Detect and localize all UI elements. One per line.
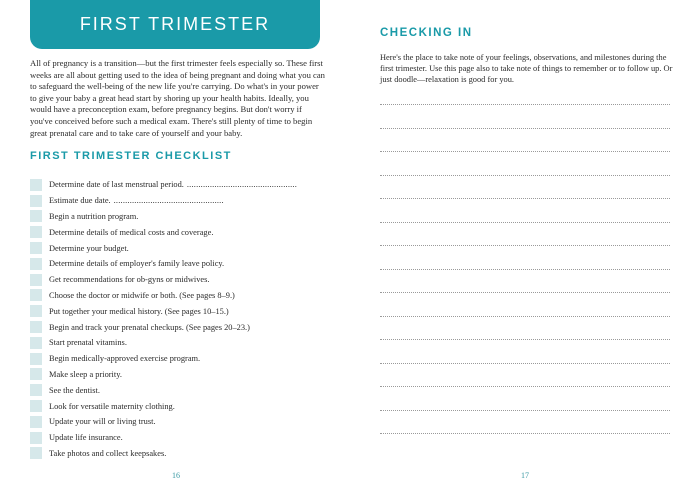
checklist-item [30, 177, 330, 193]
checklist-item-label: Make sleep a priority. [49, 369, 122, 379]
checklist-item [30, 319, 330, 335]
checklist [30, 177, 330, 461]
checklist-item [30, 382, 330, 398]
checking-in-heading: CHECKING IN [380, 27, 473, 39]
checklist-item [30, 288, 330, 304]
note-line[interactable] [380, 433, 670, 434]
checkbox[interactable] [30, 258, 42, 270]
note-line[interactable] [380, 316, 670, 317]
intro-paragraph: All of pregnancy is a transition—but the first trimester feels especially so. These first weeks are all about getting used to the idea of being pregnant and doing what you can to safeguard the well-being of the new life you're carrying. Do what's in your power to give your baby a great head start by shoring up your health habits. Ideally, you would have a preconception exam, before pregnancy begins. But don't worry if you've conceived before such a medical exam. There's still plenty of time to begin great prenatal care and to take care of yourself and your baby. [30, 58, 325, 138]
checkbox[interactable] [30, 400, 42, 412]
checklist-item [30, 398, 330, 414]
note-line[interactable] [380, 410, 670, 411]
checklist-heading: FIRST TRIMESTER CHECKLIST [30, 150, 232, 162]
checkbox[interactable] [30, 274, 42, 286]
checkbox[interactable] [30, 321, 42, 333]
note-line[interactable] [380, 222, 670, 223]
checklist-item [30, 414, 330, 430]
checklist-item [30, 351, 330, 367]
note-line[interactable] [380, 151, 670, 152]
checklist-item-label: Begin medically-approved exercise program. [49, 354, 201, 364]
checklist-item-label: Begin a nutrition program. [49, 211, 139, 221]
checklist-item [30, 256, 330, 272]
page-number-left: 16 [172, 471, 180, 480]
checkbox[interactable] [30, 210, 42, 222]
notes-area[interactable] [380, 104, 670, 457]
checklist-item-label: Choose the doctor or midwife or both. (See pages 8–9.) [49, 290, 235, 300]
checkbox[interactable] [30, 242, 42, 254]
checklist-item [30, 272, 330, 288]
page-title: FIRST TRIMESTER [79, 14, 271, 34]
checklist-item-label: Take photos and collect keepsakes. [49, 448, 167, 458]
checklist-item-label: Put together your medical history. (See pages 10–15.) [49, 306, 229, 316]
checklist-item [30, 303, 330, 319]
checklist-item [30, 446, 330, 462]
checklist-item [30, 335, 330, 351]
checking-in-intro: Here's the place to take note of your feelings, observations, and milestones during the first trimester. Use this page also to take note of things to remember or to follow up. Or just doodle—relaxation is good for you. [380, 53, 673, 85]
note-line[interactable] [380, 386, 670, 387]
checklist-item-label: Estimate due date. [49, 196, 111, 206]
checklist-item-label: See the dentist. [49, 385, 100, 395]
checklist-item [30, 240, 330, 256]
note-line[interactable] [380, 175, 670, 176]
note-line[interactable] [380, 363, 670, 364]
checkbox[interactable] [30, 368, 42, 380]
fill-in-line[interactable]: ................................................ [186, 180, 297, 190]
checklist-item-label: Update your will or living trust. [49, 417, 156, 427]
checkbox[interactable] [30, 226, 42, 238]
checklist-item-label: Update life insurance. [49, 433, 123, 443]
checklist-item-label: Look for versatile maternity clothing. [49, 401, 175, 411]
checklist-item-label: Determine your budget. [49, 243, 129, 253]
checklist-item-label: Begin and track your prenatal checkups. (See pages 20–23.) [49, 322, 250, 332]
checkbox[interactable] [30, 416, 42, 428]
note-line[interactable] [380, 104, 670, 105]
checkbox[interactable] [30, 305, 42, 317]
checkbox[interactable] [30, 384, 42, 396]
checkbox[interactable] [30, 337, 42, 349]
right-page [350, 0, 700, 497]
page-number-right: 17 [521, 471, 529, 480]
checklist-item [30, 430, 330, 446]
checkbox[interactable] [30, 179, 42, 191]
checklist-item-label: Get recommendations for ob-gyns or midwives. [49, 275, 210, 285]
checkbox[interactable] [30, 353, 42, 365]
checklist-item-label: Determine date of last menstrual period. [49, 180, 184, 190]
checklist-item [30, 224, 330, 240]
note-line[interactable] [380, 128, 670, 129]
checklist-item [30, 193, 330, 209]
checkbox[interactable] [30, 195, 42, 207]
checkbox[interactable] [30, 447, 42, 459]
note-line[interactable] [380, 245, 670, 246]
note-line[interactable] [380, 198, 670, 199]
checklist-item [30, 367, 330, 383]
checklist-item-label: Determine details of medical costs and coverage. [49, 227, 214, 237]
note-line[interactable] [380, 269, 670, 270]
checklist-item-label: Start prenatal vitamins. [49, 338, 127, 348]
checklist-item [30, 209, 330, 225]
checkbox[interactable] [30, 432, 42, 444]
note-line[interactable] [380, 292, 670, 293]
note-line[interactable] [380, 339, 670, 340]
title-banner [30, 0, 320, 49]
fill-in-line[interactable]: ................................................ [113, 196, 224, 206]
checkbox[interactable] [30, 289, 42, 301]
checklist-item-label: Determine details of employer's family leave policy. [49, 259, 225, 269]
